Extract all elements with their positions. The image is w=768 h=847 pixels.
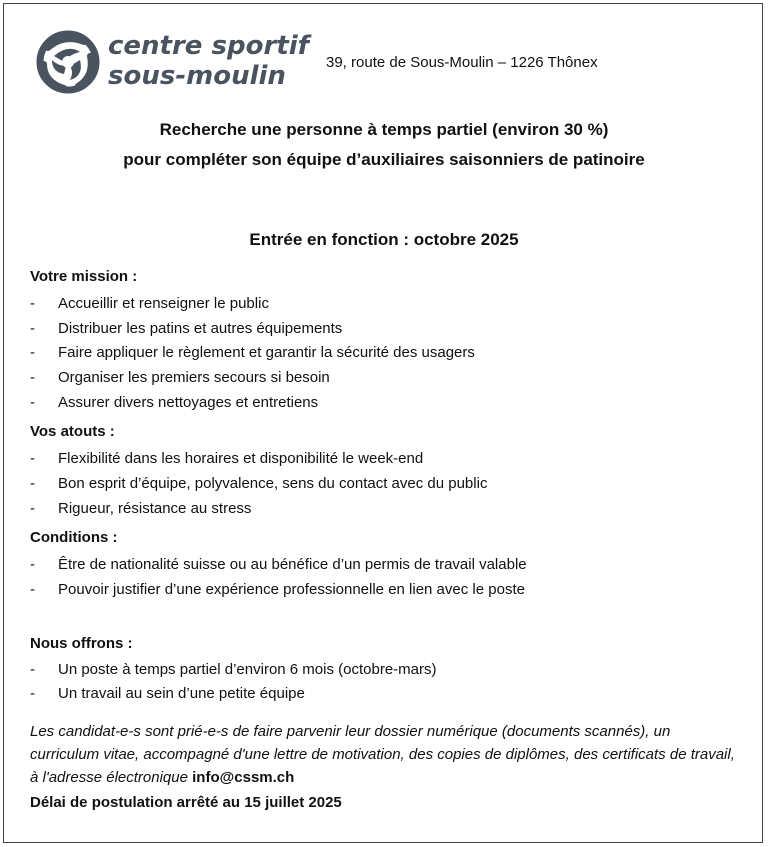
bullet-dash: - xyxy=(30,450,35,467)
logo-emblem-icon xyxy=(34,26,102,98)
address: 39, route de Sous-Moulin – 1226 Thônex xyxy=(326,54,598,71)
application-deadline: Délai de postulation arrêté au 15 juillet 2025 xyxy=(30,794,342,811)
list-item-text: Bon esprit d’équipe, polyvalence, sens du contact avec du public xyxy=(58,475,488,492)
logo-text-line2: sous-moulin xyxy=(108,61,286,91)
application-text: Les candidat-e-s sont prié-e-s de faire parvenir leur dossier numérique (documents scannés), un curriculum vitae, accompagné d'une lettre de motivation, des copies de diplômes, des certificats de travail, à l'adresse électronique xyxy=(30,723,735,786)
bullet-dash: - xyxy=(30,320,35,337)
start-date: Entrée en fonction : octobre 2025 xyxy=(249,230,519,249)
list-item-text: Pouvoir justifier d’une expérience professionnelle en lien avec le poste xyxy=(58,581,525,598)
application-email-link[interactable]: info@cssm.ch xyxy=(192,769,295,786)
bullet-dash: - xyxy=(30,369,35,386)
bullet-dash: - xyxy=(30,661,35,678)
list-item-text: Organiser les premiers secours si besoin xyxy=(58,369,330,386)
bullet-dash: - xyxy=(30,556,35,573)
list-item-text: Assurer divers nettoyages et entretiens xyxy=(58,394,319,411)
list-item-text: Faire appliquer le règlement et garantir la sécurité des usagers xyxy=(58,344,475,361)
list-item-text: Distribuer les patins et autres équipements xyxy=(58,320,343,337)
list-item-text: Un poste à temps partiel d’environ 6 mois (octobre-mars) xyxy=(58,661,437,678)
bullet-dash: - xyxy=(30,295,35,312)
list-item-text: Flexibilité dans les horaires et disponibilité le week-end xyxy=(58,450,424,467)
section-title-mission: Votre mission : xyxy=(30,268,138,285)
headline-line2: pour compléter son équipe d’auxiliaires saisonniers de patinoire xyxy=(123,150,645,169)
bullet-dash: - xyxy=(30,581,35,598)
section-title-atouts: Vos atouts : xyxy=(30,423,115,440)
section-title-offrons: Nous offrons : xyxy=(30,635,133,652)
bullet-dash: - xyxy=(30,394,35,411)
list-item-text: Accueillir et renseigner le public xyxy=(58,295,269,312)
section-title-conditions: Conditions : xyxy=(30,529,118,546)
headline-line1: Recherche une personne à temps partiel (environ 30 %) xyxy=(159,120,609,139)
logo-text-line1: centre sportif xyxy=(108,31,309,61)
bullet-dash: - xyxy=(30,685,35,702)
list-item-text: Rigueur, résistance au stress xyxy=(58,500,252,517)
list-item-text: Être de nationalité suisse ou au bénéfice d’un permis de travail valable xyxy=(58,556,527,573)
bullet-dash: - xyxy=(30,344,35,361)
application-instructions xyxy=(30,720,742,789)
list-item-text: Un travail au sein d’une petite équipe xyxy=(58,685,305,702)
logo xyxy=(34,26,309,102)
bullet-dash: - xyxy=(30,475,35,492)
bullet-dash: - xyxy=(30,500,35,517)
